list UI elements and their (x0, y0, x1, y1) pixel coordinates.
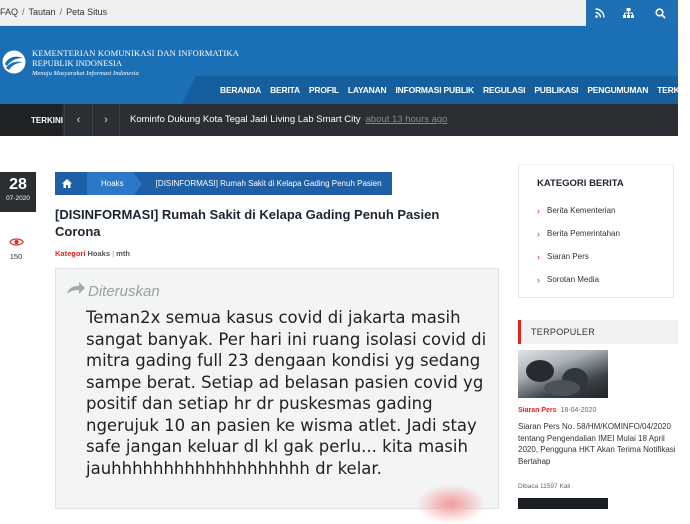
forward-arrow-icon (66, 281, 86, 300)
ministry-name: KEMENTERIAN KOMUNIKASI DAN INFORMATIKA (32, 48, 240, 58)
chevron-right-icon (79, 173, 87, 195)
chevron-right-icon (134, 173, 142, 195)
category-item[interactable] (537, 245, 673, 268)
sitemap-icon[interactable] (614, 0, 642, 26)
nav-terkini[interactable]: TERKINI (657, 85, 690, 95)
popular-date: 18-04-2020 (560, 407, 597, 414)
tagline: Menuju Masyarakat Informasi Indonesia (32, 70, 139, 77)
message-text: Teman2x semua kasus covid di jakarta masih sangat banyak. Per hari ini ruang isolasi covid di mitra gading full 23 dengaan kondisi yg sedang sampe berat. Setiap ad belasan pasien covid yg positif dan setiap hr dr puskesmas gading ngerujuk 10 an pasien ke wisma atlet. Jadi stay safe jangan keluar dl kl gak perlu... kita masih jauhhhhhhhhhhhhhhhhhhh dr kelar. (86, 308, 487, 478)
nav-berita[interactable]: BERITA (270, 85, 300, 95)
article-image (55, 268, 499, 509)
chevron-right-icon: › (537, 205, 540, 216)
ticker-next-button[interactable]: › (92, 104, 120, 136)
article-meta (55, 249, 130, 258)
news-ticker (0, 104, 678, 136)
utility-links (0, 7, 111, 17)
chevron-right-icon: › (537, 251, 540, 262)
article-title: [DISINFORMASI] Rumah Sakit di Kelapa Gading Penuh Pasien Corona (55, 207, 440, 239)
separator: / (22, 7, 25, 17)
popular-category[interactable]: Siaran Pers (518, 407, 557, 414)
popular-thumbnail-2[interactable] (518, 498, 608, 509)
forwarded-label: Diteruskan (88, 283, 160, 300)
nav-layanan[interactable]: LAYANAN (347, 85, 387, 95)
meta-author: mth (116, 249, 130, 258)
faq-link[interactable]: FAQ (0, 7, 19, 17)
nav-beranda[interactable]: BERANDA (220, 85, 262, 95)
logo-text (32, 48, 262, 77)
post-day: 28 (9, 176, 27, 193)
breadcrumb-current: [DISINFORMASI] Rumah Sakit di Kelapa Gading Penuh Pasien (155, 179, 382, 188)
nav-regulasi[interactable]: REGULASI (482, 85, 526, 95)
rss-icon[interactable] (586, 0, 614, 26)
red-highlight (416, 484, 486, 524)
meta-category[interactable]: Hoaks (87, 249, 111, 258)
nav-profil[interactable]: PROFIL (308, 85, 339, 95)
breadcrumb (55, 172, 392, 195)
category-item[interactable] (537, 199, 673, 222)
republic-name: REPUBLIK INDONESIA (32, 58, 122, 68)
chevron-right-icon: › (537, 228, 540, 239)
tautan-link[interactable]: Tautan (28, 7, 56, 17)
search-icon[interactable] (642, 0, 678, 26)
popular-header (518, 320, 678, 344)
popular-article-title[interactable]: Siaran Pers No. 58/HM/KOMINFO/04/2020 tentang Pengendalian IMEI Mulai 18 April 2020, Pengguna HKT Akan Terima Notifikasi Bertahap (518, 422, 676, 466)
popular-read-count: Dibaca 11597 Kali (518, 483, 571, 490)
nav-pengumuman[interactable]: PENGUMUMAN (587, 85, 649, 95)
logo-mark-icon (2, 50, 26, 74)
popular-thumbnail[interactable] (518, 350, 608, 398)
category-label[interactable]: Siaran Pers (547, 252, 589, 261)
ticker-label: TERKINI (0, 104, 62, 136)
category-label[interactable]: Berita Kementerian (547, 206, 616, 215)
view-counter (0, 236, 32, 261)
top-utility-bar (0, 0, 678, 26)
nav-publikasi[interactable]: PUBLIKASI (534, 85, 579, 95)
ticker-time: about 13 hours ago (365, 114, 448, 125)
thumbnail-shape (526, 360, 554, 382)
eye-icon (0, 236, 32, 250)
category-label[interactable]: Berita Pemerintahan (547, 229, 620, 238)
category-item[interactable] (537, 222, 673, 245)
popular-title: TERPOPULER (531, 327, 596, 337)
thumbnail-shape (544, 380, 580, 396)
separator: / (59, 7, 63, 17)
ticker-headline-text[interactable]: Kominfo Dukung Kota Tegal Jadi Living Lab Smart City (130, 114, 361, 125)
utility-icons (586, 0, 678, 26)
post-date (0, 172, 36, 212)
categories-title: KATEGORI BERITA (537, 178, 624, 189)
breadcrumb-category[interactable]: Hoaks (87, 172, 134, 195)
category-label[interactable]: Sorotan Media (547, 275, 600, 284)
chevron-right-icon: › (537, 274, 540, 285)
post-month-year: 07-2020 (6, 195, 30, 202)
news-categories (518, 164, 674, 298)
meta-label: Kategori (55, 249, 86, 258)
nav-informasi-publik[interactable]: INFORMASI PUBLIK (395, 85, 474, 95)
meta-separator: | (112, 249, 115, 258)
home-icon[interactable] (55, 172, 79, 195)
ticker-headline[interactable] (130, 114, 447, 125)
site-header (0, 26, 690, 104)
view-count: 150 (9, 252, 23, 261)
popular-meta (518, 407, 596, 414)
peta-situs-link[interactable]: Peta Situs (66, 7, 108, 17)
main-nav (196, 76, 690, 104)
category-item[interactable] (537, 268, 673, 291)
ticker-prev-button[interactable]: ‹ (64, 104, 92, 136)
